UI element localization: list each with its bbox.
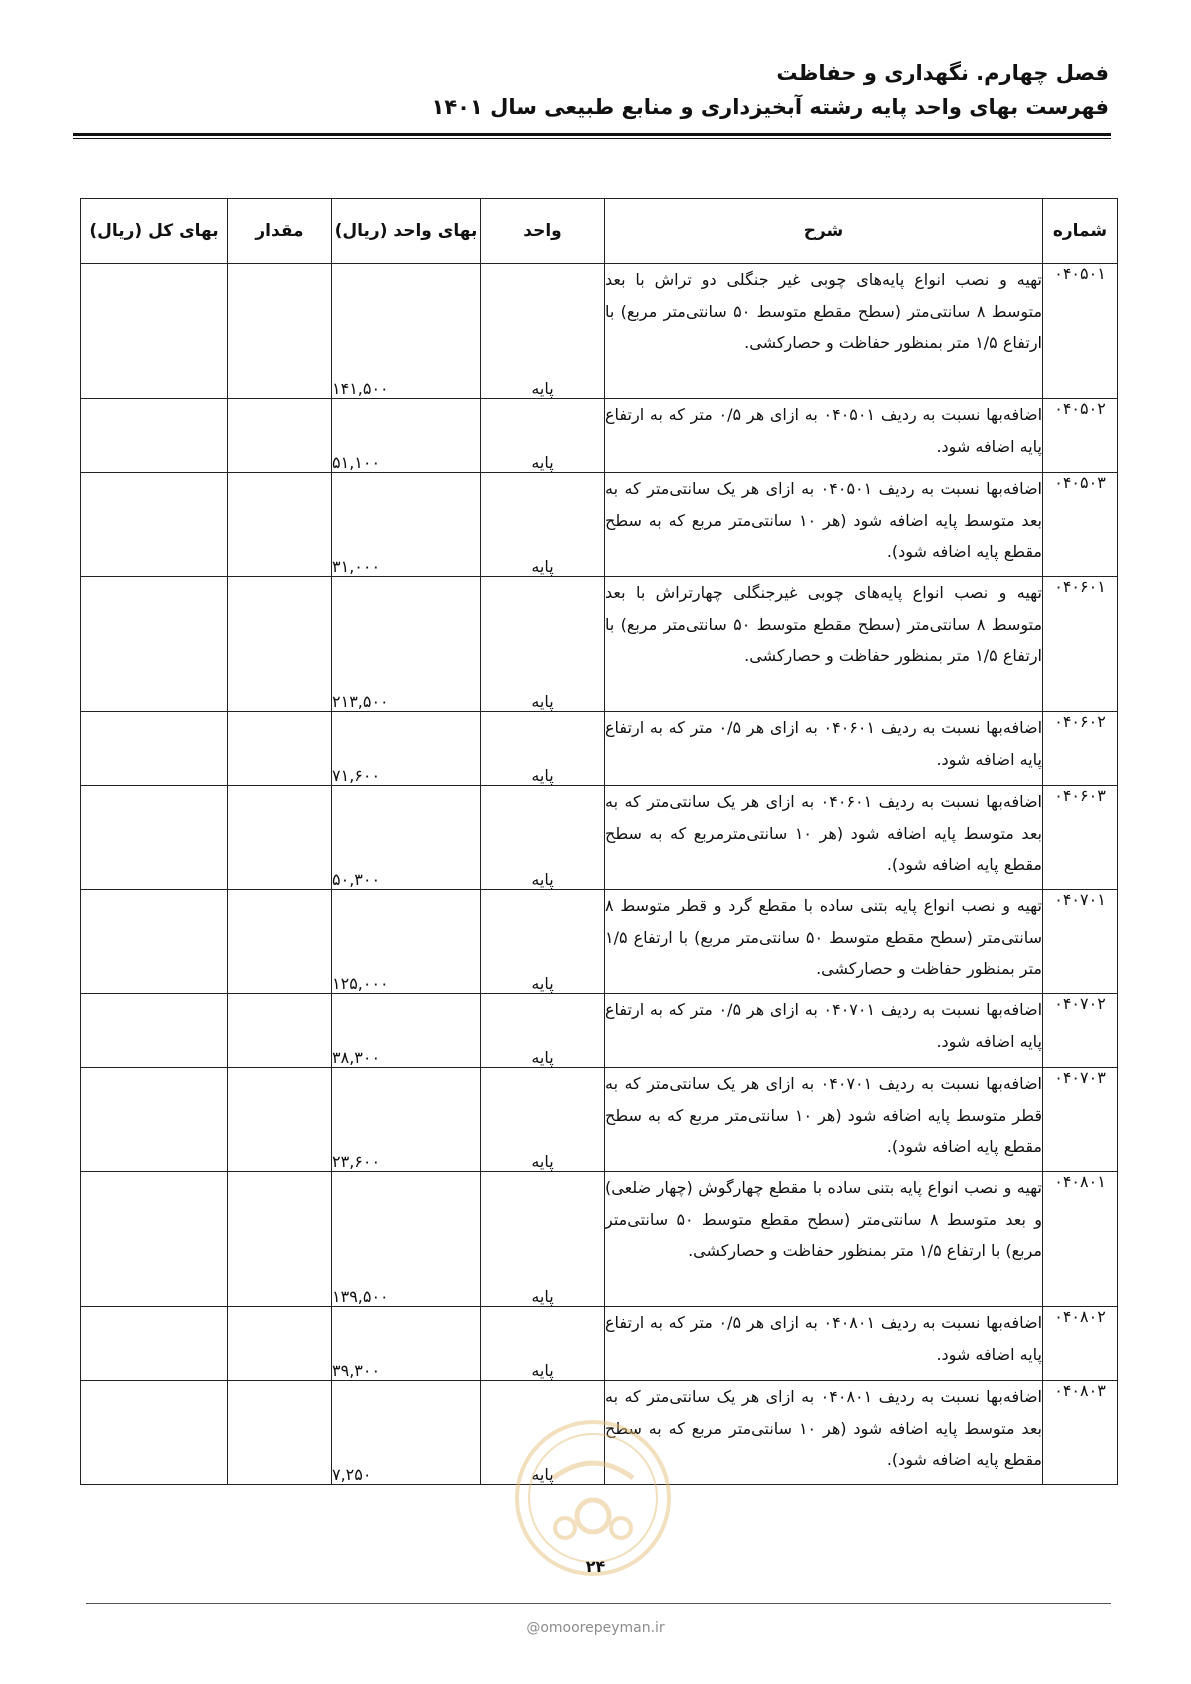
row-total-price [81, 264, 228, 399]
row-unit-price: ۷,۲۵۰ [332, 1381, 481, 1485]
row-code: ۰۴۰۶۰۱ [1043, 577, 1118, 712]
row-unit-price: ۱۳۹,۵۰۰ [332, 1172, 481, 1307]
table-row [81, 994, 1118, 1068]
row-total-price [81, 473, 228, 577]
table-header-row [81, 199, 1118, 264]
header-unit-price: بهای واحد (ریال) [332, 199, 481, 264]
row-total-price [81, 399, 228, 473]
row-quantity [228, 1381, 332, 1485]
row-quantity [228, 786, 332, 890]
row-code: ۰۴۰۶۰۲ [1043, 712, 1118, 786]
price-list-table [80, 198, 1118, 1485]
table-row [81, 1068, 1118, 1172]
row-code: ۰۴۰۷۰۲ [1043, 994, 1118, 1068]
row-unit: پایه [481, 264, 605, 399]
table-row [81, 264, 1118, 399]
row-total-price [81, 712, 228, 786]
table-row [81, 1307, 1118, 1381]
table-row [81, 473, 1118, 577]
row-unit: پایه [481, 577, 605, 712]
row-unit: پایه [481, 1381, 605, 1485]
header-code: شماره [1043, 199, 1118, 264]
row-total-price [81, 1307, 228, 1381]
row-quantity [228, 994, 332, 1068]
row-description: تهیه و نصب انواع پایه‌های چوبی غیرجنگلی چهارتراش با بعد متوسط ۸ سانتی‌متر (سطح مقطع متوسط ۵۰ سانتی‌متر مربع) با ارتفاع ۱/۵ متر بمنظور حفاظت و حصارکشی. [605, 577, 1043, 712]
row-total-price [81, 1172, 228, 1307]
table-row [81, 890, 1118, 994]
row-unit-price: ۱۴۱,۵۰۰ [332, 264, 481, 399]
row-code: ۰۴۰۸۰۳ [1043, 1381, 1118, 1485]
row-unit-price: ۱۲۵,۰۰۰ [332, 890, 481, 994]
row-description: تهیه و نصب انواع پایه‌های چوبی غیر جنگلی دو تراش با بعد متوسط ۸ سانتی‌متر (سطح مقطع متوسط ۵۰ سانتی‌متر مربع) با ارتفاع ۱/۵ متر بمنظور حفاظت و حصارکشی. [605, 264, 1043, 399]
row-unit-price: ۳۱,۰۰۰ [332, 473, 481, 577]
page-header [82, 56, 1109, 124]
row-code: ۰۴۰۷۰۱ [1043, 890, 1118, 994]
row-unit: پایه [481, 712, 605, 786]
row-quantity [228, 1068, 332, 1172]
row-unit-price: ۲۳,۶۰۰ [332, 1068, 481, 1172]
row-unit: پایه [481, 1307, 605, 1381]
row-quantity [228, 712, 332, 786]
row-quantity [228, 577, 332, 712]
row-quantity [228, 473, 332, 577]
header-description: شرح [605, 199, 1043, 264]
row-code: ۰۴۰۵۰۳ [1043, 473, 1118, 577]
document-subtitle: فهرست بهای واحد پایه رشته آبخیزداری و منابع طبیعی سال ۱۴۰۱ [431, 95, 1109, 119]
row-total-price [81, 994, 228, 1068]
row-quantity [228, 264, 332, 399]
row-description: اضافه‌بها نسبت به ردیف ۰۴۰۵۰۱ به ازای هر یک سانتی‌متر که به بعد متوسط پایه اضافه شود (هر ۱۰ سانتی‌متر مربع که به سطح مقطع پایه اضافه شود). [605, 473, 1043, 577]
row-description: اضافه‌بها نسبت به ردیف ۰۴۰۸۰۱ به ازای هر یک سانتی‌متر که به بعد متوسط پایه اضافه شود (هر ۱۰ سانتی‌متر مربع که به سطح مقطع پایه اضافه شود). [605, 1381, 1043, 1485]
row-unit: پایه [481, 786, 605, 890]
row-unit-price: ۷۱,۶۰۰ [332, 712, 481, 786]
row-description: تهیه و نصب انواع پایه بتنی ساده با مقطع چهارگوش (چهار ضلعی) و بعد متوسط ۸ سانتی‌متر (سطح مقطع متوسط ۵۰ سانتی‌متر مربع) با ارتفاع ۱/۵ متر بمنظور حفاظت و حصارکشی. [605, 1172, 1043, 1307]
row-unit: پایه [481, 399, 605, 473]
row-code: ۰۴۰۸۰۱ [1043, 1172, 1118, 1307]
row-unit: پایه [481, 473, 605, 577]
row-unit: پایه [481, 1068, 605, 1172]
header-rule-thin [73, 138, 1111, 139]
row-quantity [228, 399, 332, 473]
row-code: ۰۴۰۶۰۳ [1043, 786, 1118, 890]
row-description: اضافه‌بها نسبت به ردیف ۰۴۰۵۰۱ به ازای هر ۰/۵ متر که به ارتفاع پایه اضافه شود. [605, 399, 1043, 473]
row-description: تهیه و نصب انواع پایه بتنی ساده با مقطع گرد و قطر متوسط ۸ سانتی‌متر (سطح مقطع متوسط ۵۰ سانتی‌متر مربع) با ارتفاع ۱/۵ متر بمنظور حفاظت و حصارکشی. [605, 890, 1043, 994]
header-rule-thick [73, 133, 1111, 136]
table-row [81, 712, 1118, 786]
row-description: اضافه‌بها نسبت به ردیف ۰۴۰۷۰۱ به ازای هر ۰/۵ متر که به ارتفاع پایه اضافه شود. [605, 994, 1043, 1068]
row-total-price [81, 786, 228, 890]
row-description: اضافه‌بها نسبت به ردیف ۰۴۰۶۰۱ به ازای هر یک سانتی‌متر که به بعد متوسط پایه اضافه شود (هر ۱۰ سانتی‌مترمربع که به سطح مقطع پایه اضافه شود). [605, 786, 1043, 890]
row-unit: پایه [481, 890, 605, 994]
website-watermark: @omoorepeyman.ir [526, 1620, 665, 1636]
row-total-price [81, 1381, 228, 1485]
row-unit-price: ۲۱۳,۵۰۰ [332, 577, 481, 712]
row-code: ۰۴۰۷۰۳ [1043, 1068, 1118, 1172]
chapter-title: فصل چهارم. نگهداری و حفاظت [776, 61, 1109, 85]
table-row [81, 786, 1118, 890]
table-row [81, 399, 1118, 473]
row-unit: پایه [481, 994, 605, 1068]
header-unit: واحد [481, 199, 605, 264]
row-total-price [81, 1068, 228, 1172]
row-total-price [81, 577, 228, 712]
row-unit-price: ۳۸,۳۰۰ [332, 994, 481, 1068]
row-quantity [228, 1172, 332, 1307]
footer-rule [86, 1603, 1111, 1604]
table-row [81, 1172, 1118, 1307]
table-row [81, 1381, 1118, 1485]
row-total-price [81, 890, 228, 994]
row-unit-price: ۵۰,۳۰۰ [332, 786, 481, 890]
page-number: ۲۴ [585, 1557, 606, 1576]
header-total-price: بهای کل (ریال) [81, 199, 228, 264]
row-unit: پایه [481, 1172, 605, 1307]
row-description: اضافه‌بها نسبت به ردیف ۰۴۰۶۰۱ به ازای هر ۰/۵ متر که به ارتفاع پایه اضافه شود. [605, 712, 1043, 786]
row-description: اضافه‌بها نسبت به ردیف ۰۴۰۷۰۱ به ازای هر یک سانتی‌متر که به قطر متوسط پایه اضافه شود (هر ۱۰ سانتی‌متر مربع که به سطح مقطع پایه اضافه شود). [605, 1068, 1043, 1172]
table-row [81, 577, 1118, 712]
row-unit-price: ۳۹,۳۰۰ [332, 1307, 481, 1381]
row-code: ۰۴۰۸۰۲ [1043, 1307, 1118, 1381]
row-description: اضافه‌بها نسبت به ردیف ۰۴۰۸۰۱ به ازای هر ۰/۵ متر که به ارتفاع پایه اضافه شود. [605, 1307, 1043, 1381]
row-quantity [228, 890, 332, 994]
header-quantity: مقدار [228, 199, 332, 264]
row-unit-price: ۵۱,۱۰۰ [332, 399, 481, 473]
row-code: ۰۴۰۵۰۱ [1043, 264, 1118, 399]
row-quantity [228, 1307, 332, 1381]
row-code: ۰۴۰۵۰۲ [1043, 399, 1118, 473]
